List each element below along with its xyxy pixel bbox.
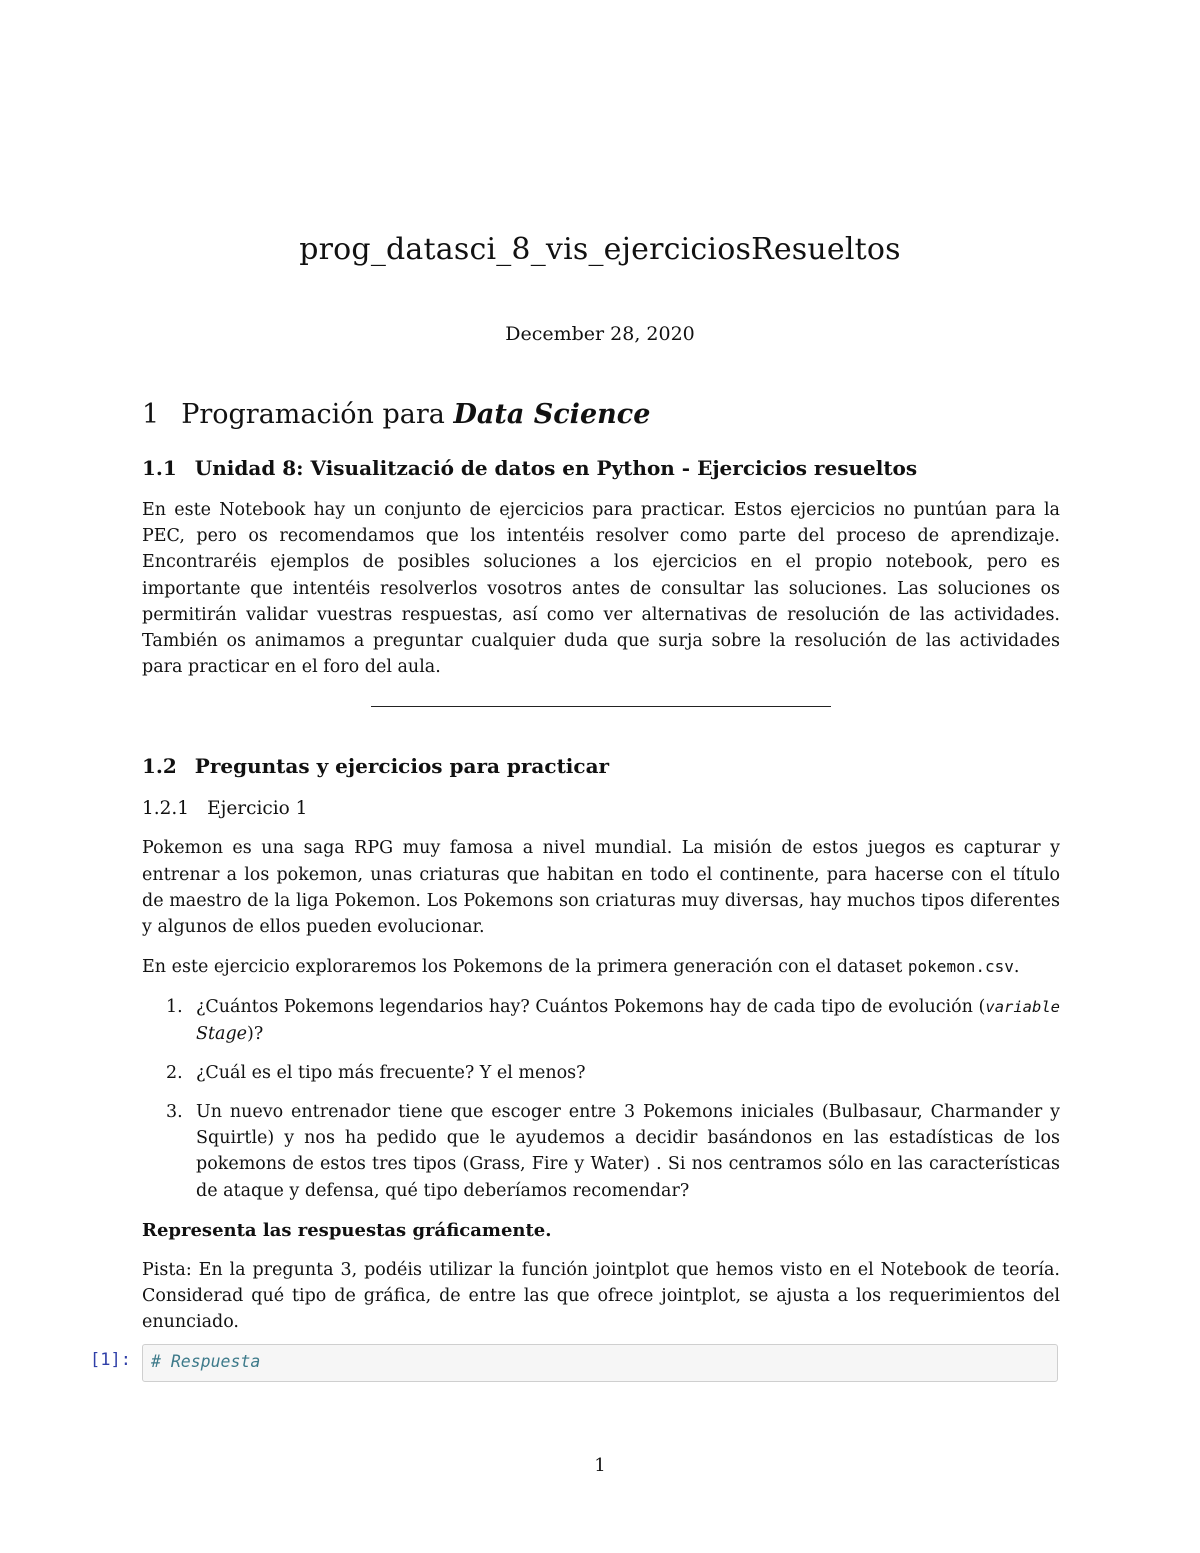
section-heading-1-2: [142, 751, 1060, 781]
document-content: [142, 395, 1060, 1349]
list-item: [142, 1060, 1060, 1086]
cell-prompt: [1]:: [90, 1350, 131, 1370]
section-number: 1: [142, 399, 160, 430]
exercise-number: 1.2.1: [142, 798, 190, 820]
subsection-title: Preguntas y ejercicios para practicar: [194, 754, 610, 779]
dataset-filename: pokemon.csv: [907, 957, 1014, 977]
list-item-number: 3.: [166, 1102, 183, 1123]
code-comment: # Respuesta: [151, 1352, 261, 1371]
exercise-paragraph-1: Pokemon es una saga RPG muy famosa a nivel mundial. La misión de estos juegos es capturar y entrenar a los pokemon, unas criaturas que habitan en todo el continente, para hacerse con el título de maestro de la liga Pokemon. Los Pokemons son criaturas muy diversas, hay muchos tipos diferentes y algunos de ellos pueden evolucionar.: [142, 838, 1060, 938]
section-heading-1-1: [142, 453, 1060, 483]
intro-paragraph: En este Notebook hay un conjunto de ejercicios para practicar. Estos ejercicios no puntúan para la PEC, pero os recomendamos que los intentéis resolver como parte del proceso de aprendizaje. Encontraréis ejemplos de posibles soluciones a los ejercicios en el propio notebook, pero es importante que intentéis resolverlos vosotros antes de consultar las soluciones. Las soluciones os permitirán validar vuestras respuestas, así como ver alternativas de resolución de las actividades. También os animamos a preguntar cualquier duda que surja sobre la resolución de las actividades para practicar en el foro del aula.: [142, 500, 1060, 678]
list-item-variable: variable: [985, 998, 1061, 1017]
hint-paragraph: Pista: En la pregunta 3, podéis utilizar la función jointplot que hemos visto en el Notebook de teoría. Considerad qué tipo de gráfica, de entre las que ofrece jointplot, se ajusta a los requerimientos del enunciado.: [142, 1259, 1060, 1333]
code-cell: [90, 1344, 1060, 1382]
horizontal-rule: [371, 706, 831, 707]
page-number: 1: [594, 1455, 606, 1476]
exercise-heading: [142, 795, 1060, 823]
list-item-number: 1.: [166, 997, 183, 1018]
code-cell-input[interactable]: [142, 1344, 1058, 1382]
document-title: prog_datasci_8_vis_ejerciciosResueltos: [299, 232, 901, 267]
section-heading-1: [142, 395, 1060, 435]
exercise-title: Ejercicio 1: [207, 798, 308, 820]
list-item: [142, 1099, 1060, 1204]
section-title-emphasis: Data Science: [453, 399, 651, 430]
subsection-number: 1.2: [142, 754, 177, 779]
exercise-paragraph-2: [142, 954, 1060, 980]
list-item-text: ¿Cuál es el tipo más frecuente? Y el menos?: [196, 1062, 586, 1083]
section-title-prefix: Programación para: [181, 399, 454, 430]
question-list: [142, 994, 1060, 1203]
subsection-number: 1.1: [142, 456, 177, 480]
paragraph-text: En este ejercicio exploraremos los Pokemons de la primera generación con el dataset: [142, 957, 908, 978]
represent-instruction: Representa las respuestas gráficamente.: [142, 1219, 552, 1241]
list-item-stage: Stage: [196, 1023, 248, 1044]
list-item-number: 2.: [166, 1062, 183, 1083]
list-item-text-end: )?: [247, 1023, 264, 1044]
list-item-text: ¿Cuántos Pokemons legendarios hay? Cuántos Pokemons hay de cada tipo de evolución (: [196, 997, 986, 1018]
subsection-title: Unidad 8: Visualització de datos en Python - Ejercicios resueltos: [194, 456, 918, 480]
document-date: December 28, 2020: [505, 323, 695, 345]
list-item: [142, 994, 1060, 1046]
list-item-text: Un nuevo entrenador tiene que escoger entre 3 Pokemons iniciales (Bulbasaur, Charmander y Squirtle) y nos ha pedido que le ayudemos a decidir basándonos en las estadísticas de los pokemons de estos tres tipos (Grass, Fire y Water) . Si nos centramos sólo en las características de ataque y defensa, qué tipo deberíamos recomendar?: [196, 1102, 1060, 1201]
paragraph-text-end: .: [1013, 957, 1020, 978]
